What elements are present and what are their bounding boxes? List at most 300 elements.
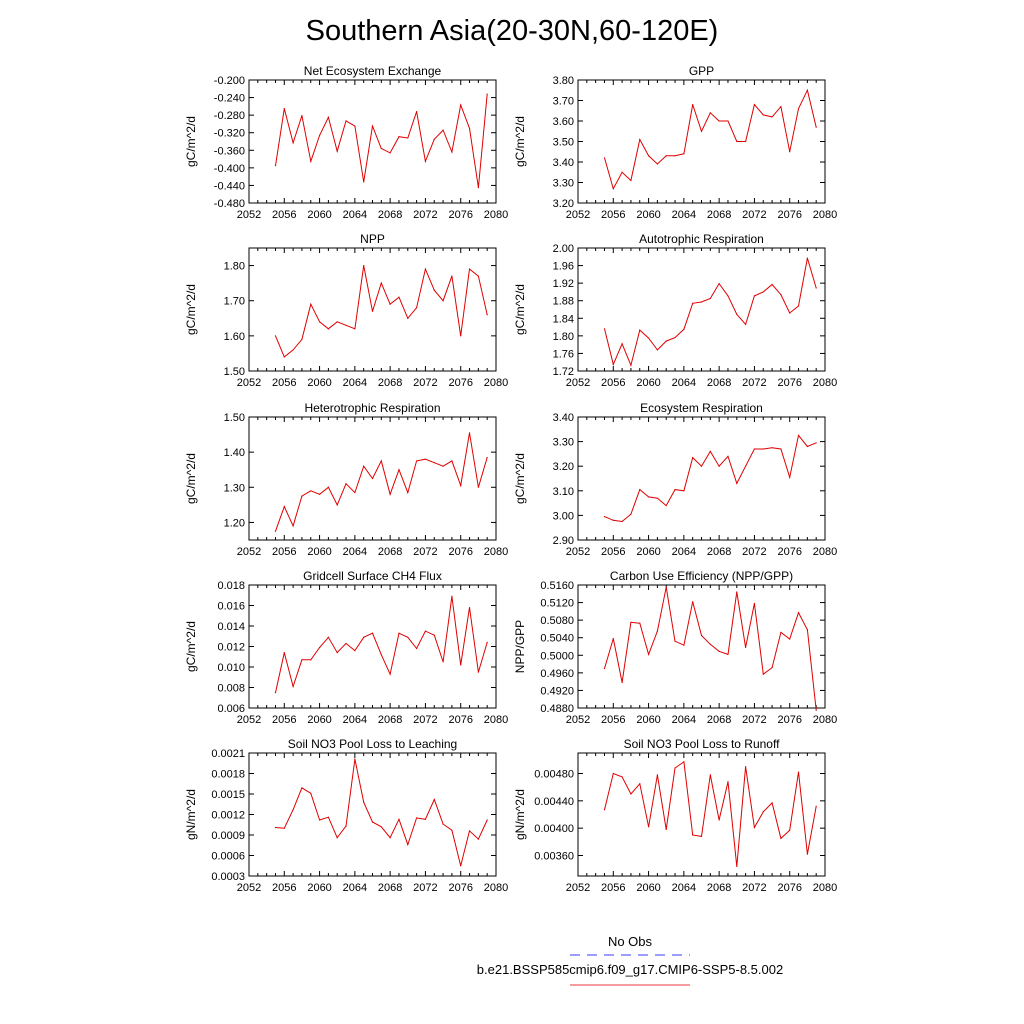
y-tick-label: 1.92	[552, 278, 574, 291]
data-point	[372, 478, 373, 479]
data-point	[745, 766, 746, 767]
x-tick-label: 2052	[565, 546, 591, 558]
y-axis-label: gC/m^2/d	[184, 621, 198, 672]
data-point	[780, 632, 781, 633]
x-tick-label: 2064	[671, 714, 697, 726]
data-point	[363, 466, 364, 467]
y-tick-label: 0.4920	[540, 685, 574, 698]
data-point	[328, 487, 329, 488]
series-line	[276, 94, 488, 188]
data-point	[442, 823, 443, 824]
data-point	[337, 151, 338, 152]
y-tick-label: 0.014	[217, 621, 245, 633]
data-point	[639, 139, 640, 140]
data-point	[745, 324, 746, 325]
data-point	[319, 321, 320, 322]
data-point	[434, 462, 435, 463]
panel-title: Ecosystem Respiration	[640, 401, 763, 415]
y-tick-label: 3.70	[552, 95, 574, 108]
data-point	[390, 494, 391, 495]
data-point	[293, 142, 294, 143]
data-point	[674, 337, 675, 338]
data-point	[754, 603, 755, 604]
data-point	[275, 827, 276, 828]
y-tick-label: 0.0009	[211, 830, 245, 842]
x-tick-label: 2068	[377, 882, 403, 894]
data-point	[469, 268, 470, 269]
data-point	[674, 641, 675, 642]
y-axis-label: NPP/GPP	[513, 619, 527, 674]
y-tick-label: 1.40	[223, 447, 245, 460]
data-point	[460, 865, 461, 866]
x-tick-label: 2056	[272, 882, 297, 894]
data-point	[727, 295, 728, 296]
data-point	[363, 637, 364, 638]
data-point	[434, 799, 435, 800]
x-tick-label: 2076	[777, 714, 802, 726]
series-line	[605, 587, 817, 710]
data-point	[407, 137, 408, 138]
data-point	[745, 466, 746, 467]
y-tick-label: 1.80	[223, 260, 245, 273]
x-tick-label: 2072	[742, 209, 767, 221]
data-point	[710, 774, 711, 775]
data-point	[337, 652, 338, 653]
panel-title: Heterotrophic Respiration	[304, 401, 441, 415]
y-tick-label: 0.010	[217, 662, 245, 674]
data-point	[416, 817, 417, 818]
x-tick-label: 2064	[342, 714, 368, 726]
y-tick-label: 0.008	[217, 682, 245, 695]
x-tick-label: 2080	[483, 546, 509, 558]
data-point	[604, 809, 605, 810]
legend-label-obs: No Obs	[607, 934, 653, 949]
y-tick-label: -0.320	[213, 127, 245, 140]
data-point	[763, 114, 764, 115]
x-tick-label: 2068	[706, 209, 732, 221]
x-tick-label: 2064	[671, 377, 697, 389]
data-point	[622, 776, 623, 777]
series-line	[605, 90, 817, 189]
data-point	[469, 830, 470, 831]
data-point	[622, 682, 623, 683]
y-axis-label: gC/m^2/d	[513, 453, 527, 504]
x-tick-label: 2056	[272, 377, 297, 389]
series-line	[276, 759, 488, 866]
data-point	[710, 451, 711, 452]
data-point	[425, 268, 426, 269]
data-point	[442, 129, 443, 130]
data-point	[337, 504, 338, 505]
x-tick-label: 2072	[742, 714, 767, 726]
y-axis-label: gC/m^2/d	[513, 116, 527, 167]
data-point	[345, 483, 346, 484]
x-tick-label: 2068	[377, 209, 403, 221]
x-tick-label: 2080	[812, 546, 838, 558]
data-point	[807, 258, 808, 259]
y-axis-label: gN/m^2/d	[513, 789, 527, 840]
x-tick-label: 2056	[601, 882, 626, 894]
data-point	[780, 106, 781, 107]
data-point	[780, 448, 781, 449]
data-point	[771, 116, 772, 117]
data-point	[398, 297, 399, 298]
data-point	[789, 312, 790, 313]
x-tick-label: 2076	[448, 882, 473, 894]
x-tick-label: 2072	[413, 714, 438, 726]
series-line	[605, 762, 817, 867]
x-tick-label: 2060	[636, 209, 661, 221]
x-tick-label: 2060	[307, 882, 332, 894]
panel-npp	[184, 232, 508, 389]
data-point	[407, 844, 408, 845]
data-point	[460, 104, 461, 105]
y-tick-label: 1.88	[552, 295, 574, 308]
data-point	[337, 321, 338, 322]
x-tick-label: 2080	[812, 377, 838, 389]
data-point	[613, 364, 614, 365]
data-point	[487, 314, 488, 315]
x-tick-label: 2052	[236, 209, 262, 221]
data-point	[293, 525, 294, 526]
data-point	[657, 349, 658, 350]
x-tick-label: 2072	[413, 882, 438, 894]
data-point	[798, 612, 799, 613]
data-point	[763, 811, 764, 812]
data-point	[648, 155, 649, 156]
data-point	[398, 136, 399, 137]
data-point	[798, 305, 799, 306]
data-point	[789, 638, 790, 639]
data-point	[622, 172, 623, 173]
y-tick-label: 0.4960	[540, 667, 574, 680]
data-point	[469, 128, 470, 129]
y-tick-label: 3.40	[552, 412, 574, 424]
data-point	[719, 819, 720, 820]
y-tick-label: 3.10	[552, 485, 574, 498]
panel-gpp	[513, 64, 837, 221]
data-point	[407, 318, 408, 319]
data-point	[478, 276, 479, 277]
y-tick-label: 0.0021	[211, 748, 245, 760]
data-point	[683, 645, 684, 646]
x-tick-label: 2068	[377, 546, 403, 558]
x-tick-label: 2072	[413, 546, 438, 558]
data-point	[434, 139, 435, 140]
data-point	[328, 328, 329, 329]
panel-heterotrophic-respiration	[184, 401, 508, 558]
x-tick-label: 2064	[342, 209, 368, 221]
data-point	[381, 654, 382, 655]
data-point	[754, 295, 755, 296]
figure-legend	[477, 934, 783, 985]
data-point	[604, 328, 605, 329]
data-point	[736, 483, 737, 484]
x-tick-label: 2080	[483, 714, 509, 726]
data-point	[674, 489, 675, 490]
y-tick-label: -0.400	[213, 162, 245, 175]
data-point	[425, 459, 426, 460]
data-point	[639, 330, 640, 331]
data-point	[639, 783, 640, 784]
data-point	[622, 343, 623, 344]
data-point	[816, 287, 817, 288]
x-tick-label: 2064	[671, 209, 697, 221]
data-point	[487, 457, 488, 458]
y-tick-label: 0.0018	[211, 768, 245, 781]
legend-label-model: b.e21.BSSP585cmip6.f09_g17.CMIP6-SSP5-8.5.002	[476, 962, 784, 977]
y-tick-label: 0.00360	[534, 850, 574, 863]
data-point	[425, 819, 426, 820]
x-tick-label: 2052	[565, 882, 591, 894]
data-point	[293, 686, 294, 687]
x-tick-label: 2076	[777, 546, 802, 558]
x-tick-label: 2060	[636, 714, 661, 726]
x-tick-label: 2060	[636, 377, 661, 389]
y-tick-label: 0.0015	[211, 789, 245, 801]
data-point	[390, 837, 391, 838]
x-tick-label: 2072	[413, 209, 438, 221]
data-point	[763, 448, 764, 449]
y-tick-label: 1.76	[552, 348, 574, 361]
y-axis-label: gN/m^2/d	[184, 789, 198, 840]
x-tick-label: 2068	[377, 714, 403, 726]
y-tick-label: 3.80	[552, 75, 574, 87]
data-point	[648, 496, 649, 497]
data-point	[275, 692, 276, 693]
data-point	[390, 304, 391, 305]
data-point	[275, 531, 276, 532]
data-point	[301, 787, 302, 788]
data-point	[816, 442, 817, 443]
panel-title: Autotrophic Respiration	[639, 232, 764, 246]
data-point	[692, 104, 693, 105]
data-point	[354, 759, 355, 760]
data-point	[381, 283, 382, 284]
data-point	[345, 643, 346, 644]
data-point	[719, 466, 720, 467]
data-point	[442, 466, 443, 467]
data-point	[354, 126, 355, 127]
y-tick-label: -0.480	[213, 198, 245, 210]
x-tick-label: 2052	[236, 377, 262, 389]
data-point	[301, 339, 302, 340]
data-point	[692, 457, 693, 458]
data-point	[319, 494, 320, 495]
y-tick-label: 1.72	[552, 366, 574, 378]
y-tick-label: 1.96	[552, 260, 574, 273]
y-tick-label: 0.5040	[540, 632, 574, 645]
data-point	[301, 115, 302, 116]
x-tick-label: 2080	[483, 209, 509, 221]
data-point	[683, 761, 684, 762]
y-tick-label: 3.60	[552, 116, 574, 128]
data-point	[710, 298, 711, 299]
x-tick-label: 2068	[706, 714, 732, 726]
y-tick-label: 3.00	[552, 510, 574, 523]
data-point	[807, 446, 808, 447]
data-point	[613, 520, 614, 521]
data-point	[639, 623, 640, 624]
panel-title: Net Ecosystem Exchange	[303, 64, 442, 78]
data-point	[630, 514, 631, 515]
y-tick-label: -0.360	[213, 145, 245, 158]
x-tick-label: 2064	[671, 546, 697, 558]
data-point	[701, 301, 702, 302]
data-point	[816, 806, 817, 807]
data-point	[763, 674, 764, 675]
panel-ecosystem-respiration	[513, 401, 837, 558]
data-point	[487, 819, 488, 820]
data-point	[604, 516, 605, 517]
data-point	[301, 659, 302, 660]
data-point	[613, 638, 614, 639]
data-point	[398, 469, 399, 470]
y-tick-label: 0.012	[217, 641, 245, 654]
data-point	[789, 151, 790, 152]
data-point	[354, 492, 355, 493]
x-tick-label: 2068	[377, 377, 403, 389]
y-axis-label: gC/m^2/d	[184, 116, 198, 167]
data-point	[727, 654, 728, 655]
data-point	[310, 161, 311, 162]
data-point	[434, 290, 435, 291]
data-point	[763, 291, 764, 292]
x-tick-label: 2056	[601, 377, 626, 389]
data-point	[630, 365, 631, 366]
y-axis-label: gC/m^2/d	[513, 284, 527, 335]
data-point	[398, 633, 399, 634]
x-tick-label: 2060	[636, 882, 661, 894]
data-point	[648, 826, 649, 827]
data-point	[460, 485, 461, 486]
data-point	[425, 161, 426, 162]
panel-title: Gridcell Surface CH4 Flux	[303, 569, 442, 583]
data-point	[310, 304, 311, 305]
data-point	[780, 838, 781, 839]
x-tick-label: 2052	[565, 377, 591, 389]
data-point	[692, 303, 693, 304]
y-tick-label: 0.5160	[540, 580, 574, 592]
data-point	[789, 477, 790, 478]
y-tick-label: 0.5120	[540, 597, 574, 610]
data-point	[416, 111, 417, 112]
x-tick-label: 2052	[565, 209, 591, 221]
data-point	[310, 793, 311, 794]
data-point	[328, 817, 329, 818]
data-point	[727, 456, 728, 457]
data-point	[736, 141, 737, 142]
data-point	[666, 341, 667, 342]
x-tick-label: 2064	[342, 377, 368, 389]
data-point	[381, 460, 382, 461]
x-tick-label: 2056	[272, 546, 297, 558]
data-point	[666, 155, 667, 156]
x-tick-label: 2072	[742, 377, 767, 389]
figure-title: Southern Asia(20-30N,60-120E)	[305, 15, 719, 47]
data-point	[816, 710, 817, 711]
data-point	[710, 644, 711, 645]
y-axis-label: gC/m^2/d	[184, 284, 198, 335]
x-tick-label: 2068	[706, 546, 732, 558]
panel-title: Soil NO3 Pool Loss to Runoff	[623, 737, 780, 751]
data-point	[451, 276, 452, 277]
data-point	[284, 652, 285, 653]
y-tick-label: 2.90	[552, 535, 574, 547]
data-point	[478, 672, 479, 673]
data-point	[666, 505, 667, 506]
x-tick-label: 2076	[777, 377, 802, 389]
y-tick-label: -0.240	[213, 92, 245, 105]
x-tick-label: 2056	[272, 209, 297, 221]
y-tick-label: 0.5000	[540, 650, 574, 663]
panel-title: NPP	[360, 232, 385, 246]
panel-gridcell-surface-ch4-flux	[184, 569, 508, 726]
data-point	[798, 108, 799, 109]
y-tick-label: 0.5080	[540, 615, 574, 628]
series-line	[605, 258, 817, 365]
data-point	[451, 460, 452, 461]
y-tick-label: -0.440	[213, 180, 245, 193]
y-tick-label: 3.30	[552, 436, 574, 449]
x-tick-label: 2064	[342, 882, 368, 894]
data-point	[683, 329, 684, 330]
data-point	[683, 153, 684, 154]
x-tick-label: 2080	[483, 377, 509, 389]
y-axis-label: gC/m^2/d	[184, 453, 198, 504]
data-point	[390, 674, 391, 675]
data-point	[469, 607, 470, 608]
y-tick-label: 1.50	[223, 412, 245, 424]
x-tick-label: 2052	[236, 546, 262, 558]
series-line	[276, 266, 488, 357]
data-point	[319, 819, 320, 820]
data-point	[648, 654, 649, 655]
data-point	[622, 521, 623, 522]
data-point	[736, 314, 737, 315]
data-point	[478, 839, 479, 840]
data-point	[390, 152, 391, 153]
data-point	[442, 300, 443, 301]
data-point	[674, 155, 675, 156]
data-point	[398, 819, 399, 820]
data-point	[701, 466, 702, 467]
data-point	[345, 120, 346, 121]
y-tick-label: 0.016	[217, 600, 245, 613]
x-tick-label: 2076	[777, 209, 802, 221]
data-point	[372, 821, 373, 822]
x-tick-label: 2076	[448, 209, 473, 221]
data-point	[798, 772, 799, 773]
data-point	[301, 495, 302, 496]
data-point	[372, 311, 373, 312]
data-point	[648, 337, 649, 338]
y-tick-label: 0.4880	[540, 703, 574, 715]
data-point	[657, 498, 658, 499]
data-point	[807, 854, 808, 855]
data-point	[604, 157, 605, 158]
y-tick-label: 0.00400	[534, 823, 574, 836]
data-point	[487, 93, 488, 94]
data-point	[639, 489, 640, 490]
x-tick-label: 2056	[601, 546, 626, 558]
x-tick-label: 2076	[777, 882, 802, 894]
data-point	[771, 447, 772, 448]
data-point	[275, 335, 276, 336]
data-point	[719, 120, 720, 121]
data-point	[407, 637, 408, 638]
data-point	[363, 265, 364, 266]
